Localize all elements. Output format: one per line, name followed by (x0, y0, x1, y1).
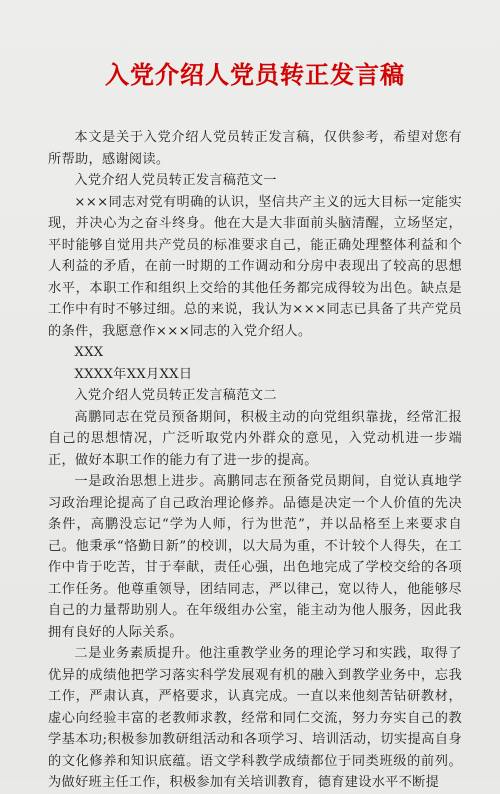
sample-one-heading: 入党介绍人党员转正发言稿范文一 (74, 173, 277, 188)
political-progress-paragraph: 一是政治思想上进步。高鹏同志在预备党员期间，自觉认真地学习政治理论提高了自己政治理论修养。品德是决定一个人价值的先决条件，高鹏没忘记“学为人师，行为世范”，并以品格至上来要求自己。他秉承“恪勤日新”的校训，以大局为重，不计较个人得失，在工作中肯于吃苦，甘于奉献，责任心强，出色地完成了学校交给的各项工作任务。他尊重领导，团结同志，严以律己，宽以待人，他能够尽自己的力量帮助别人。在年级组办公室，能主动为他人服务，因此我拥有良好的人际关系。 (48, 474, 462, 640)
document-title: 入党介绍人党员转正发言稿 (105, 61, 405, 89)
signature-name: XXX (74, 345, 104, 360)
sample-one-body: ×××同志对党有明确的认识，坚信共产主义的远大目标一定能实现，并决心为之奋斗终身。他在大是大非面前头脑清醒，立场坚定，平时能够自觉用共产党员的标准要求自己，能正确处理整体利益和个人利益的矛盾，在前一时期的工作调动和分房中表现出了较高的思想水平，本职工作和组织上交给的其他任务都完成得较为出色。缺点是工作中有时不够过细。总的来说，我认为×××同志已具备了共产党员的条件，我愿意作×××同志的入党介绍人。 (48, 194, 462, 339)
signature-date: XXXX年XX月XX日 (74, 366, 193, 382)
intro-paragraph: 本文是关于入党介绍人党员转正发言稿，仅供参考，希望对您有所帮助，感谢阅读。 (48, 130, 462, 167)
sample-two-heading: 入党介绍人党员转正发言稿范文二 (74, 388, 277, 403)
professional-quality-paragraph: 二是业务素质提升。他注重教学业务的理论学习和实践，取得了优异的成绩他把学习落实科学发展观有机的融入到教学业务中，忘我工作，严肃认真，严格要求，认真完成。一直以来他刻苦钻研教材，虚心向经验丰富的老教师求教，经常和同仁交流，努力夯实自己的教学基本功;积极参加教研组活动和各项学习、培训活动，切实提高自身的文化修养和知识底蕴。语文学科教学成绩都位于同类班级的前列。为做好班主任工作，积极参加有关培训教育，德育建设水平不断提 (48, 646, 462, 790)
document-body (48, 127, 462, 794)
sample-two-intro: 高鹏同志在党员预备期间，积极主动的向党组织靠拢，经常汇报自己的思想情况，广泛听取党内外群众的意见，入党动机进一步端正，做好本职工作的能力有了进一步的提高。 (48, 409, 462, 468)
